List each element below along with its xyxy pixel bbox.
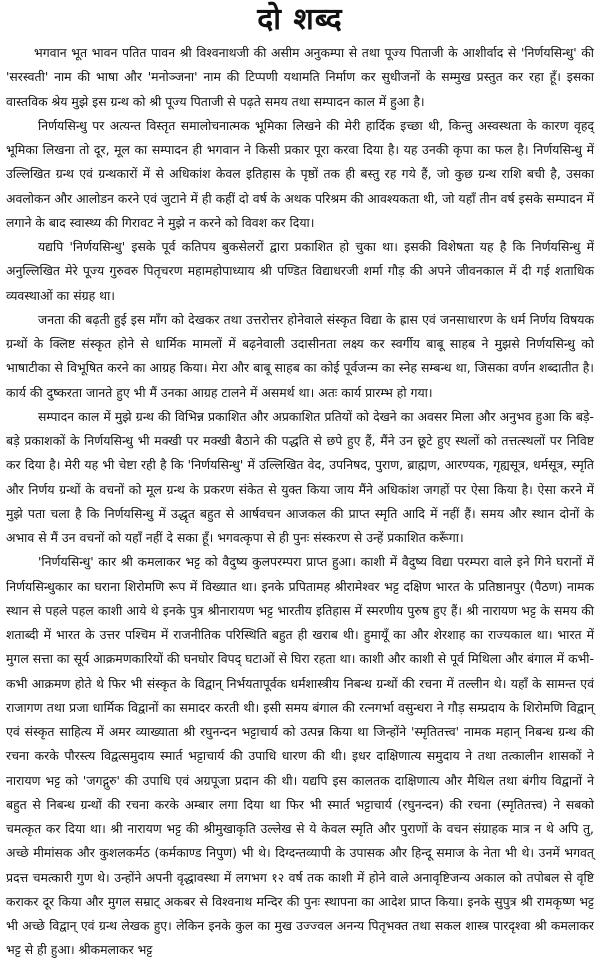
paragraph-1: भगवान भूत भावन पतित पावन श्री विश्वनाथजी की असीम अनुकम्पा से तथा पूज्य पिताजी के आशीर्वाद से 'निर्णयसिन्धु' की 'सरस्वती' नाम की भाषा और 'मनोञ्जना' नाम की टिप्पणी यथामति निर्माण कर सुधीजनों के सम्मुख प्रस्तुत कर रहा हूँ। इसका वास्तविक श्रेय मुझे इस ग्रन्थ को श्री पूज्य पिताजी से पढ़ते समय तथा सम्पादन काल में हुआ है। bbox=[6, 45, 594, 109]
paragraph-2: निर्णयसिन्धु पर अत्यन्त विस्तृत समालोचनात्मक भूमिका लिखने की मेरी हार्दिक इच्छा थी, किन्तु अस्वस्थता के कारण वृहद् भूमिका लिखना तो दूर, मूल का सम्पादन ही भगवान ने किसी प्रकार पूरा करवा दिया है। यह उनकी कृपा का फल है। निर्णयसिन्धु में उल्लिखित ग्रन्थ एवं ग्रन्थकारों में से अधिकांश केवल इतिहास के पृष्ठों तक ही बस्तु रह गये हैं, जो कुछ ग्रन्थ राशि बची है, उसका अवलोकन और आलोडन करने एवं जुटाने में ही कहीं दो वर्ष के अथक परिश्रम की आवश्यकता थी, जो यहाँ तीन वर्ष इसके सम्पादन में लगाने के बाद स्वास्थ्य की गिरावट ने मुझे न करने को विवश कर दिया। bbox=[6, 117, 594, 230]
document-body bbox=[6, 41, 594, 963]
paragraph-6: 'निर्णयसिन्धु' कार श्री कमलाकर भट्ट को वैदुष्य कुलपरम्परा प्राप्त हुआ। काशी में वैदुष्य विद्या परम्परा वाले इने गिने घरानों में निर्णयसिन्धुकार का घराना शिरोमणि रूप में विख्यात था। इनके प्रपितामह श्रीरामेश्वर भट्ट दक्षिण भारत के प्रतिष्ठानपुर (पैठण) नामक स्थान से पहले पहल काशी आये थे इनके पुत्र श्रीनारायण भट्ट भारतीय इतिहास में स्मरणीय पुरुष हुए हैं। श्री नारायण भट्ट के समय की शताब्दी में भारत के उत्तर पश्चिम में राजनीतिक परिस्थिति बहुत ही खराब थी। हुमायूँ का और शेरशाह का राज्यकाल था। भारत में मुगल सत्ता का सूर्य आक्रमणकारियों की घनघोर विपद् घटाओं से घिरा रहता था। काशी और काशी से पूर्व मिथिला और बंगाल में कभी-कभी आक्रमण होते थे फिर भी संस्कृत के विद्वान् निर्भयतापूर्वक धर्मशास्त्रीय निबन्ध ग्रन्थों की रचना में तल्लीन थे। यहाँ के सामन्त एवं राजागण तथा प्रजा धार्मिक विद्वानों का समादर करती थी। इसी समय बंगाल की रत्नगर्भा वसुन्धरा ने गौड़ सम्प्रदाय के शिरोमणि विद्वान् एवं संस्कृत साहित्य में अमर व्याख्याता श्री रघुनन्दन भट्टाचार्य को उत्पन्न किया था जिन्होंने 'स्मृतितत्त्व' नामक महान् निबन्ध ग्रन्थ की रचना करके पौरस्त्य विद्वत्समुदाय स्मार्त भट्टाचार्य की उपाधि धारण की थी। इधर दाक्षिणात्य समुदाय ने तथा तत्कालीन शासकों ने नारायण भट्ट को 'जगद्गुरु' की उपाधि एवं अग्रपूजा प्रदान की थी। यद्यपि इस कालतक दाक्षिणात्य और मैथिल तथा बंगीय विद्वानों ने बहुत से निबन्ध ग्रन्थों की रचना करके अम्बार लगा दिया था फिर भी स्मार्त भट्टाचार्य (रघुनन्दन) की रचना (स्मृतितत्त्व) ने सबको चमत्कृत कर दिया था। श्री नारायण भट्ट की श्रीमुखाकृति उल्लेख से ये केवल स्मृति और पुराणों के वचन संग्राहक मात्र न थे अपि तु, अच्छे मीमांसक और कुशलकर्मठ (कर्मकाण्ड निपुण) भी थे। दिग्दन्तव्यापी के उपासक और हिन्दू समाज के नेता भी थे। उनमें भगवत् प्रदत्त चमत्कारी गुण थे। उन्होंने अपनी वृद्धावस्था में लगभग १२ वर्ष तक काशी में होने वाले अनावृष्टिजन्य अकाल को तपोबल से वृष्टि कराकर दूर किया और मुगल सम्राट् अकबर से विश्वनाथ मन्दिर की पुनः स्थापना का आदेश प्राप्त किया। इनके सुपुत्र श्री रामकृष्ण भट्ट भी अच्छे विद्वान् एवं ग्रन्थ लेखक हुए। लेकिन इनके कुल का मुख उज्ज्वल अनन्य पितृभक्त तथा सकल शास्त्र पारदृश्वा श्री कमलाकर भट्ट से ही हुआ। श्रीकमलाकर भट्ट bbox=[6, 554, 594, 958]
page-title: दो शब्द bbox=[257, 2, 343, 37]
paragraph-5: सम्पादन काल में मुझे ग्रन्थ की विभिन्न प्रकाशित और अप्रकाशित प्रतियों को देखने का अवसर मिला और अनुभव हुआ कि बड़े-बड़े प्रकाशकों के निर्णयसिन्धु भी मक्खी पर मक्खी बैठाने की पद्धति से छपे हुए हैं, मैंने उन छूटे हुए स्थलों को तत्तत्स्थलों पर निविष्ट कर दिया है। मेरी यह भी चेष्टा रही है कि 'निर्णयसिन्धु' में उल्लिखित वेद, उपनिषद, पुराण, ब्राह्मण, आरण्यक, गृह्यसूत्र, धर्मसूत्र, स्मृति और निर्णय ग्रन्थों के वचनों को मूल ग्रन्थ के प्रकरण संकेत से युक्त किया जाय मैंने अधिकांश जगहों पर ऐसा किया है। ऐसा करने में मुझे पता चला है कि निर्णयसिन्धु में उद्धृत बहुत से आर्षवचन आजकल की प्राप्त स्मृति आदि में नहीं हैं। समय और स्थान दोनों के अभाव से मैं उन वचनों को यहाँ नहीं दे सका हूँ। भगवत्कृपा से ही पुनः संस्करण से उन्हें प्रकाशित करूँगा। bbox=[6, 408, 594, 545]
paragraph-3: यद्यपि 'निर्णयसिन्धु' इसके पूर्व कतिपय बुकसेलरों द्वारा प्रकाशित हो चुका था। इसकी विशेषता यह है कि निर्णयसिन्धु में अनुल्लिखित मेरे पूज्य गुरुवरु पितृचरण महामहोपाध्याय श्री पण्डित विद्याधरजी शर्मा गौड़ की अपने जीवनकाल में दी गई शताधिक व्यवस्थाओं का संग्रह था। bbox=[6, 239, 594, 303]
paragraph-4: जनता की बढ़ती हुई इस माँग को देखकर तथा उत्तरोत्तर होनेवाले संस्कृत विद्या के ह्रास एवं जनसाधारण के धर्म निर्णय विषयक ग्रन्थों के क्लिष्ट संस्कृत होने से धार्मिक मामलों में बढ़नेवाली उदासीनता लक्ष्य कर स्वर्गीय बाबू साहब ने मुझसे निर्णयसिन्धु को भाषाटीका से विभूषित करने का आग्रह किया। मेरा और बाबू साहब का कोई पूर्वजन्म का स्नेह सम्बन्ध था, जिसका वर्णन शब्दातीत है। कार्य की दुष्करता जानते हुए भी मैं उनका आग्रह टालने में असमर्थ था। अतः कार्य प्रारम्भ हो गया। bbox=[6, 311, 594, 400]
